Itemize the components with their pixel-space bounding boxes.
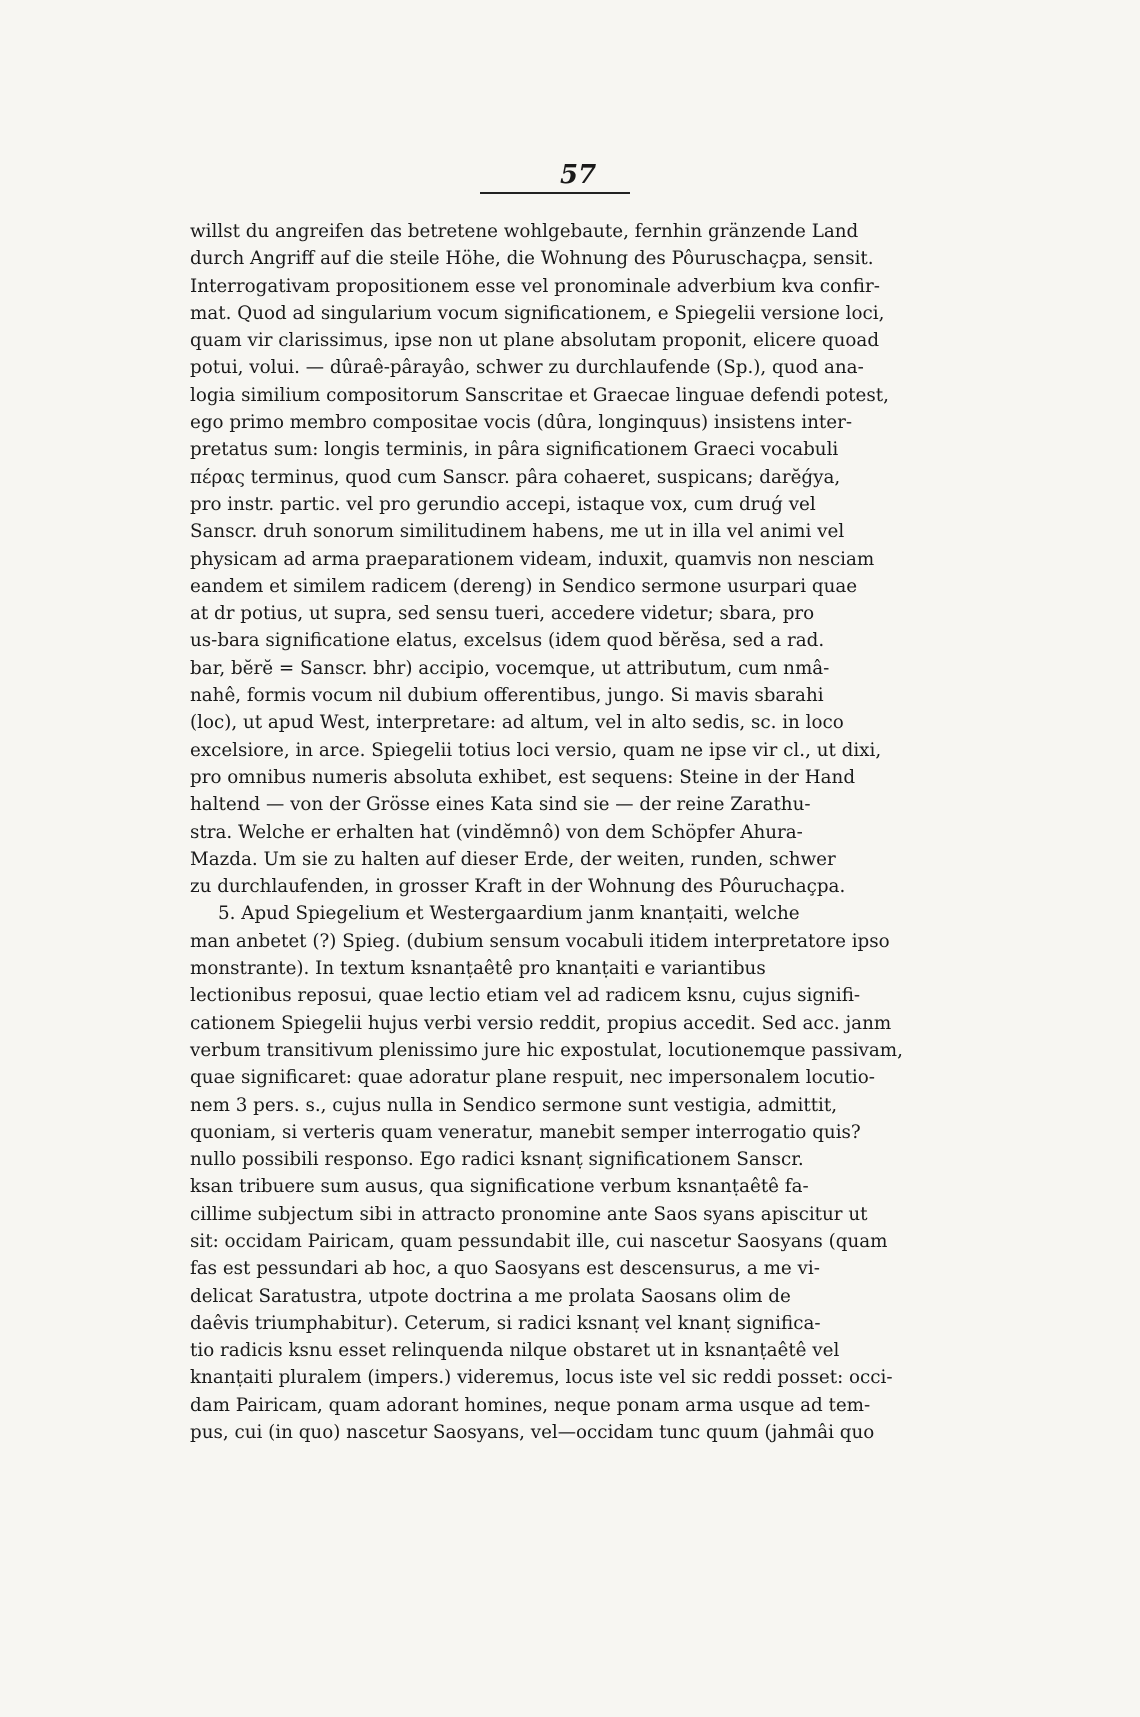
text-line: nem 3 pers. s., cujus nulla in Sendico sermone sunt vestigia, admittit, bbox=[190, 1094, 838, 1116]
text-line: willst du angreifen das betretene wohlgebaute, fernhin gränzende Land bbox=[190, 221, 859, 242]
text-line: excelsiore, in arce. Spiegelii totius loci versio, quam ne ipse vir cl., ut dixi, bbox=[190, 739, 882, 761]
text-line: Interrogativam propositionem esse vel pronominale adverbium kva confir- bbox=[190, 275, 880, 297]
text-line: nahê, formis vocum nil dubium offerentibus, jungo. Si mavis sbarahi bbox=[190, 685, 824, 707]
text-line: monstrante). In textum ksnanṭaêtê pro knanṭaiti e variantibus bbox=[190, 958, 766, 980]
text-line: pus, cui (in quo) nascetur Saosyans, vel—occidam tunc quum (jahmâi quo bbox=[190, 1422, 875, 1444]
text-line: pro instr. partic. vel pro gerundio accepi, istaque vox, cum druǵ vel bbox=[190, 493, 816, 515]
text-line: mat. Quod ad singularium vocum significationem, e Spiegelii versione loci, bbox=[190, 302, 885, 324]
text-line: lectionibus reposui, quae lectio etiam vel ad radicem ksnu, cujus signifi- bbox=[190, 985, 861, 1007]
text-line: nullo possibili responso. Ego radici ksnanṭ significationem Sanscr. bbox=[190, 1149, 804, 1171]
text-line: pretatus sum: longis terminis, in pâra significationem Graeci vocabuli bbox=[190, 439, 839, 461]
text-line: stra. Welche er erhalten hat (vindĕmnô) von dem Schöpfer Ahura- bbox=[190, 821, 803, 843]
text-line: 5. Apud Spiegelium et Westergaardium janm knanṭaiti, welche bbox=[218, 903, 800, 925]
text-line: πέρας terminus, quod cum Sanscr. pâra cohaeret, suspicans; darĕǵya, bbox=[190, 466, 841, 488]
text-line: potui, volui. — dûraê-pârayâo, schwer zu durchlaufende (Sp.), quod ana- bbox=[190, 357, 864, 379]
text-line: sit: occidam Pairicam, quam pessundabit ille, cui nascetur Saosyans (quam bbox=[190, 1230, 888, 1252]
header-rule bbox=[480, 192, 630, 194]
text-line: pro omnibus numeris absoluta exhibet, est sequens: Steine in der Hand bbox=[190, 766, 856, 788]
text-line: at dr potius, ut supra, sed sensu tueri, accedere videtur; sbara, pro bbox=[190, 603, 815, 625]
text-line: daêvis triumphabitur). Ceterum, si radici ksnanṭ vel knanṭ significa- bbox=[190, 1312, 821, 1334]
text-line: quae significaret: quae adoratur plane respuit, nec impersonalem locutio- bbox=[190, 1067, 875, 1089]
text-line: ksan tribuere sum ausus, qua significatione verbum ksnanṭaêtê fa- bbox=[190, 1176, 809, 1198]
text-line: knanṭaiti pluralem (impers.) videremus, locus iste vel sic reddi posset: occi- bbox=[190, 1367, 893, 1389]
text-line: us-bara significatione elatus, excelsus (idem quod bĕrĕsa, sed a rad. bbox=[190, 630, 825, 652]
text-line: quoniam, si verteris quam veneratur, manebit semper interrogatio quis? bbox=[190, 1121, 861, 1143]
page-number: 57 bbox=[560, 160, 597, 190]
text-line: delicat Saratustra, utpote doctrina a me prolata Saosans olim de bbox=[190, 1285, 791, 1307]
text-line: physicam ad arma praeparationem videam, induxit, quamvis non nesciam bbox=[190, 548, 875, 570]
text-line: eandem et similem radicem (dereng) in Sendico sermone usurpari quae bbox=[190, 575, 858, 597]
text-line: fas est pessundari ab hoc, a quo Saosyans est descensurus, a me vi- bbox=[190, 1258, 820, 1280]
text-line: cationem Spiegelii hujus verbi versio reddit, propius accedit. Sed acc. janm bbox=[190, 1012, 892, 1034]
text-line: Mazda. Um sie zu halten auf dieser Erde, der weiten, runden, schwer bbox=[190, 848, 836, 870]
text-line: verbum transitivum plenissimo jure hic expostulat, locutionemque passivam, bbox=[190, 1039, 903, 1061]
text-line: bar, bĕrĕ = Sanscr. bhr) accipio, vocemque, ut attributum, cum nmâ- bbox=[190, 657, 830, 679]
text-line: logia similium compositorum Sanscritae et Graecae linguae defendi potest, bbox=[190, 384, 889, 406]
text-line: (loc), ut apud West, interpretare: ad altum, vel in alto sedis, sc. in loco bbox=[190, 712, 844, 734]
text-line: quam vir clarissimus, ipse non ut plane absolutam proponit, elicere quoad bbox=[190, 330, 880, 352]
text-line: man anbetet (?) Spieg. (dubium sensum vocabuli itidem interpretatore ipso bbox=[190, 930, 890, 952]
text-line: tio radicis ksnu esset relinquenda nilque obstaret ut in ksnanṭaêtê vel bbox=[190, 1340, 840, 1362]
text-line: dam Pairicam, quam adorant homines, neque ponam arma usque ad tem- bbox=[190, 1394, 871, 1416]
text-line: zu durchlaufenden, in grosser Kraft in der Wohnung des Pôuruchaçpa. bbox=[190, 876, 846, 898]
text-line: ego primo membro compositae vocis (dûra, longinquus) insistens inter- bbox=[190, 412, 852, 434]
body-text bbox=[190, 218, 930, 1446]
text-line: Sanscr. druh sonorum similitudinem habens, me ut in illa vel animi vel bbox=[190, 521, 845, 543]
text-line: haltend — von der Grösse eines Kata sind sie — der reine Zarathu- bbox=[190, 794, 811, 816]
text-line: durch Angriff auf die steile Höhe, die Wohnung des Pôuruschaçpa, sensit. bbox=[190, 248, 874, 270]
text-line: cillime subjectum sibi in attracto pronomine ante Saos syans apiscitur ut bbox=[190, 1203, 868, 1225]
